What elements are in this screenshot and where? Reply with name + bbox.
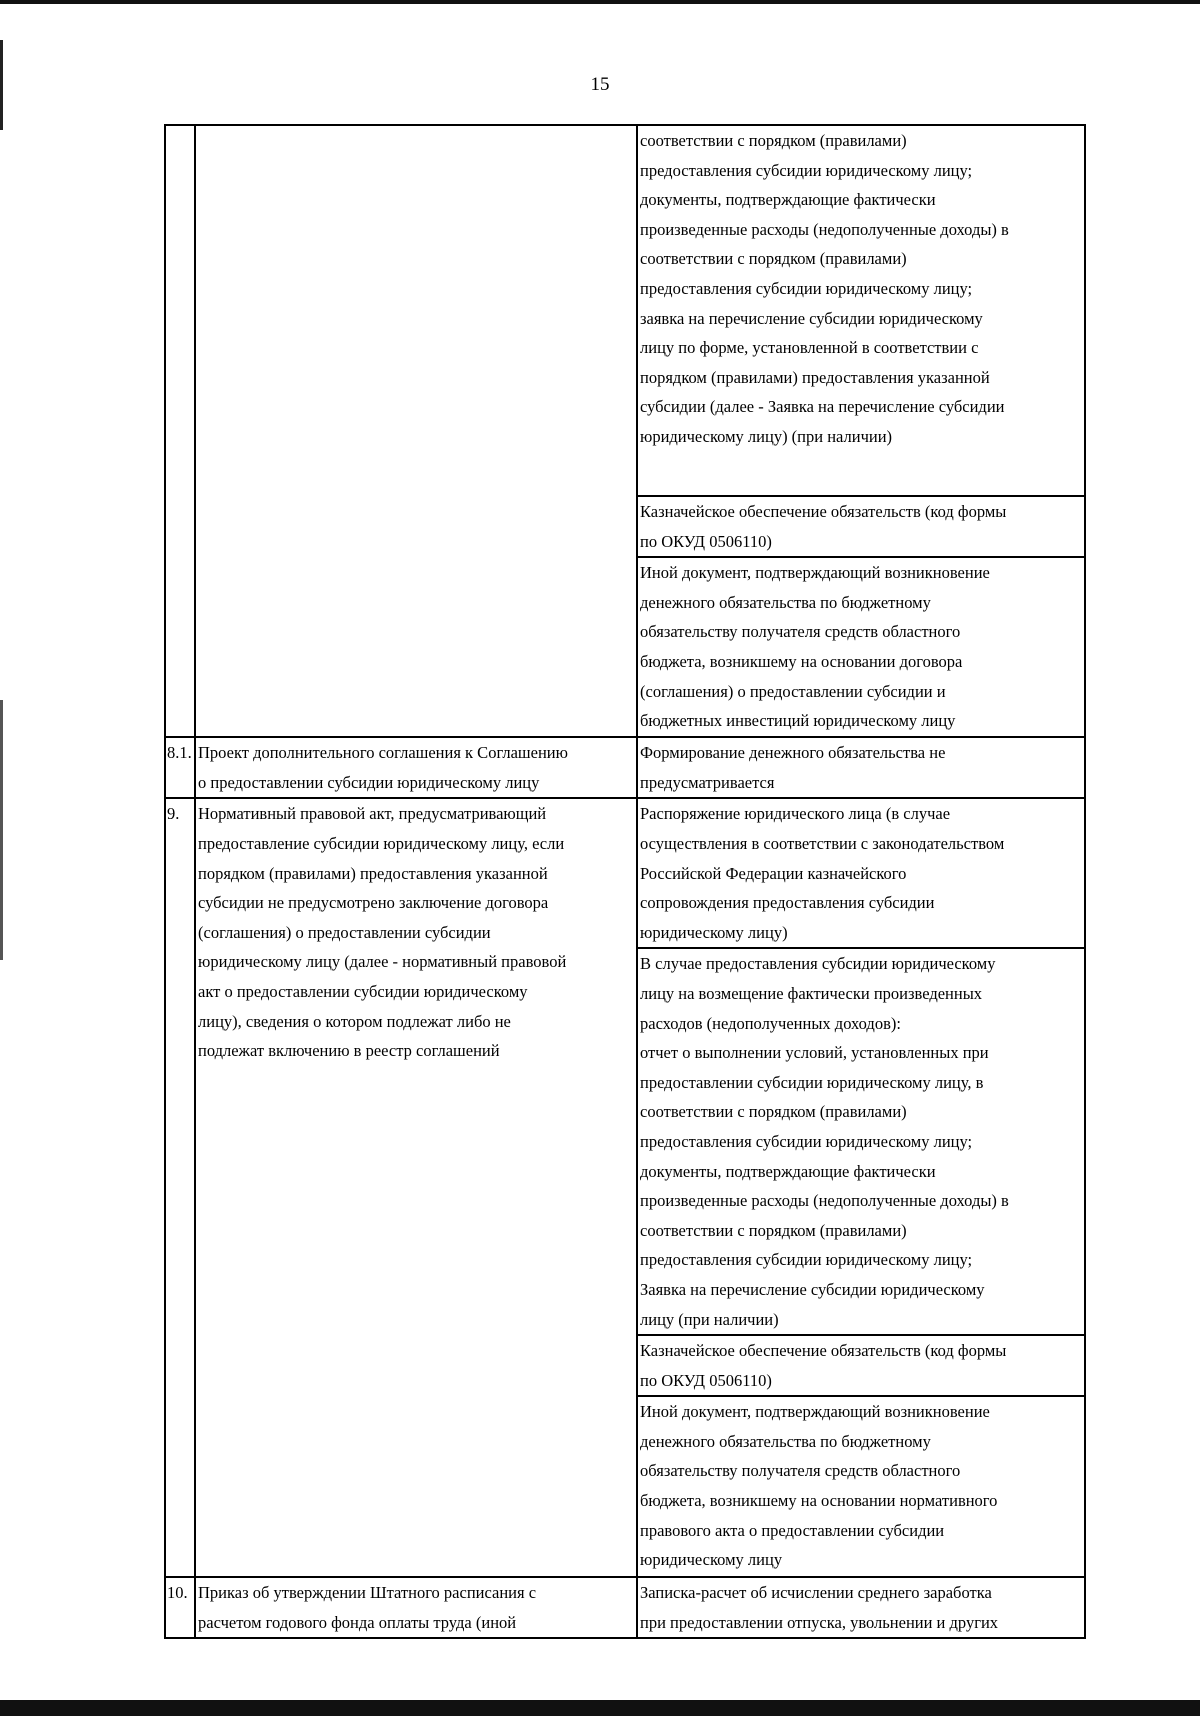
basis-cell: Иной документ, подтверждающий возникновение денежного обязательства по бюджетному обязательству получателя средств областного бюджета, возникшему на основании договора (соглашения) о предоставлении субсидии и бюджетных инвестиций юридическому лицу <box>637 557 1085 737</box>
document-cell: Проект дополнительного соглашения к Соглашению о предоставлении субсидии юридическому лицу <box>195 737 637 798</box>
table-row <box>165 125 1085 496</box>
document-cell <box>195 125 637 737</box>
document-cell: Приказ об утверждении Штатного расписания с расчетом годового фонда оплаты труда (иной <box>195 1577 637 1638</box>
basis-cell: Распоряжение юридического лица (в случае осуществления в соответствии с законодательством Российской Федерации казначейского сопровождения предоставления субсидии юридическому лицу) <box>637 798 1085 948</box>
scan-edge-mark <box>0 700 3 960</box>
basis-cell: В случае предоставления субсидии юридическому лицу на возмещение фактически произведенных расходов (недополученных доходов): отчет о выполнении условий, установленных при предоставлении субсидии юридическому лицу, в соответствии с порядком (правилами) предоставления субсидии юридическому лицу; документы, подтверждающие фактически произведенные расходы (недополученные доходы) в соответствии с порядком (правилами) предоставления субсидии юридическому лицу; Заявка на перечисление субсидии юридическому лицу (при наличии) <box>637 948 1085 1335</box>
basis-cell: Казначейское обеспечение обязательств (код формы по ОКУД 0506110) <box>637 496 1085 557</box>
row-number-cell: 8.1. <box>165 737 195 798</box>
table-row <box>165 1577 1085 1638</box>
document-table <box>164 124 1086 1639</box>
scan-border-top <box>0 0 1200 4</box>
table-row <box>165 737 1085 798</box>
basis-cell: Казначейское обеспечение обязательств (код формы по ОКУД 0506110) <box>637 1335 1085 1396</box>
scan-border-bottom <box>0 1700 1200 1716</box>
document-cell: Нормативный правовой акт, предусматривающий предоставление субсидии юридическому лицу, если порядком (правилами) предоставления указанной субсидии не предусмотрено заключение договора (соглашения) о предоставлении субсидии юридическому лицу (далее - нормативный правовой акт о предоставлении субсидии юридическому лицу), сведения о котором подлежат либо не подлежат включению в реестр соглашений <box>195 798 637 1577</box>
basis-cell: Иной документ, подтверждающий возникновение денежного обязательства по бюджетному обязательству получателя средств областного бюджета, возникшему на основании нормативного правового акта о предоставлении субсидии юридическому лицу <box>637 1396 1085 1577</box>
page-number: 15 <box>590 74 610 95</box>
row-number-cell: 10. <box>165 1577 195 1638</box>
basis-cell: Формирование денежного обязательства не предусматривается <box>637 737 1085 798</box>
row-number-cell: 9. <box>165 798 195 1577</box>
basis-cell: соответствии с порядком (правилами) предоставления субсидии юридическому лицу; документы, подтверждающие фактически произведенные расходы (недополученные доходы) в соответствии с порядком (правилами) предоставления субсидии юридическому лицу; заявка на перечисление субсидии юридическому лицу по форме, установленной в соответствии с порядком (правилами) предоставления указанной субсидии (далее - Заявка на перечисление субсидии юридическому лицу) (при наличии) <box>637 125 1085 496</box>
basis-cell: Записка-расчет об исчислении среднего заработка при предоставлении отпуска, увольнении и других <box>637 1577 1085 1638</box>
row-number-cell <box>165 125 195 737</box>
table-row <box>165 798 1085 948</box>
